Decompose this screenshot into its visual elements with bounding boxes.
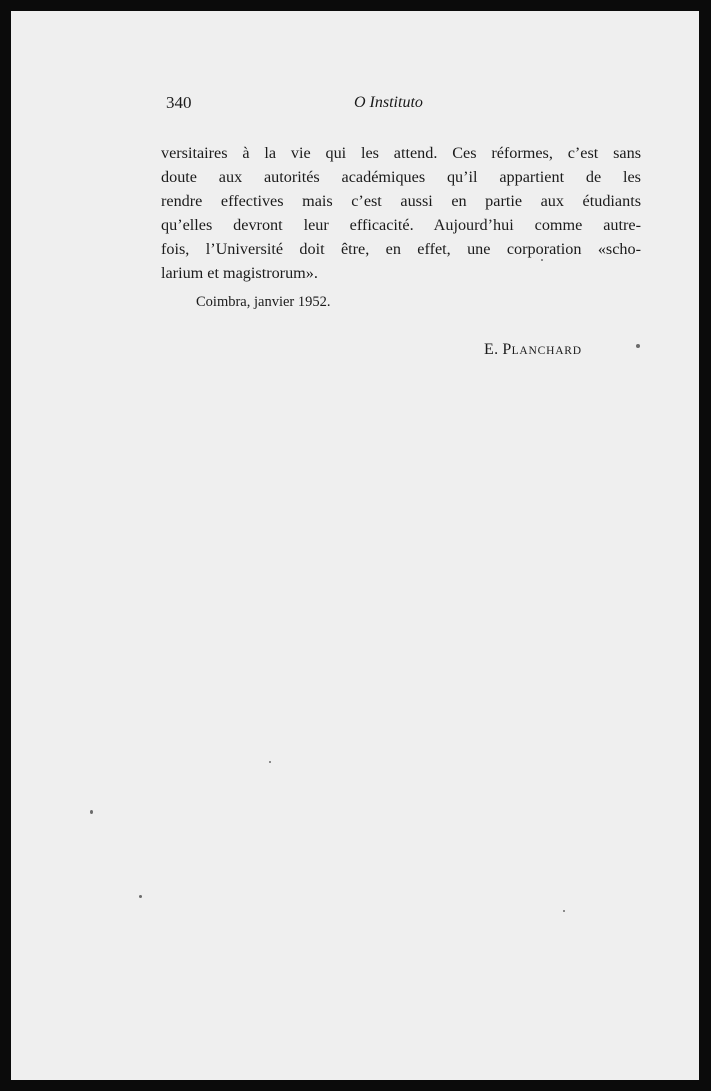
signature-surname-rest: LANCHARD — [511, 345, 582, 357]
body-paragraph — [161, 141, 641, 285]
dateline: Coimbra, janvier 1952. — [196, 294, 331, 310]
signature-surname-cap: P — [502, 341, 512, 358]
scan-speck — [563, 910, 565, 912]
page-number: 340 — [166, 93, 192, 112]
text-line-4: qu’elles devront leur efficacité. Aujourd’hui comme autre- — [161, 216, 641, 234]
text-line-5: fois, l’Université doit être, en effet, une corporation «scho- — [161, 240, 641, 258]
journal-title: O Instituto — [354, 94, 423, 111]
text-line-1: versitaires à la vie qui les attend. Ces réformes, c’est sans — [161, 144, 641, 162]
running-head — [11, 93, 699, 117]
text-line-6: larium et magistrorum». — [161, 264, 318, 282]
author-signature — [484, 341, 582, 359]
text-line-2: doute aux autorités académiques qu’il appartient de les — [161, 168, 641, 186]
text-line-3: rendre effectives mais c’est aussi en partie aux étudiants — [161, 192, 641, 210]
scan-speck — [269, 761, 271, 763]
scan-speck — [139, 895, 142, 898]
signature-initial: E. — [484, 341, 499, 358]
scan-speck — [541, 259, 543, 261]
scan-speck — [90, 810, 93, 814]
scan-speck — [636, 344, 640, 348]
page — [11, 11, 699, 1080]
